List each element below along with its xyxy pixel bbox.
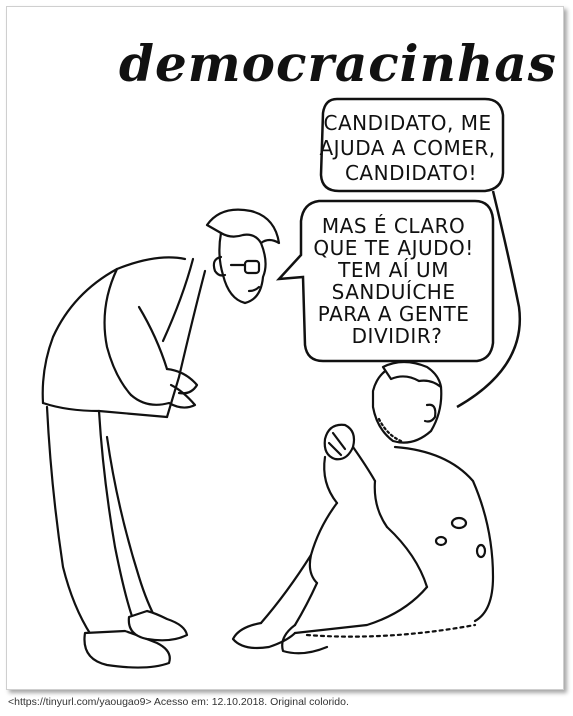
image-caption: <https://tinyurl.com/yaougao9> Acesso em: 12.10.2018. Original colorido. xyxy=(8,696,349,708)
bubble-middle-line-2: QUE TE AJUDO! xyxy=(313,236,474,260)
bubble-top-line-3: CANDIDATO! xyxy=(344,161,478,185)
candidate-figure xyxy=(43,210,279,668)
bubble-middle-line-1: MAS É CLARO xyxy=(321,214,466,238)
comic-title: democracinhas xyxy=(119,34,557,93)
bubble-middle-line-6: DIVIDIR? xyxy=(351,324,443,348)
svg-text:CANDIDATO, ME AJUDA A xyxy=(319,111,502,185)
bubble-top-line-1: CANDIDATO, ME xyxy=(323,111,492,135)
comic-frame xyxy=(6,6,564,690)
comic-illustration xyxy=(7,7,563,689)
bubble-middle-line-3: TEM AÍ UM xyxy=(338,258,449,282)
seated-man-figure xyxy=(233,362,493,653)
speech-bubble-middle xyxy=(279,201,493,361)
bubble-top-line-2: AJUDA A COMER, xyxy=(319,136,496,160)
bubble-middle-line-4: SANDUÍCHE xyxy=(331,280,456,304)
bubble-middle-line-5: PARA A GENTE xyxy=(317,302,470,326)
